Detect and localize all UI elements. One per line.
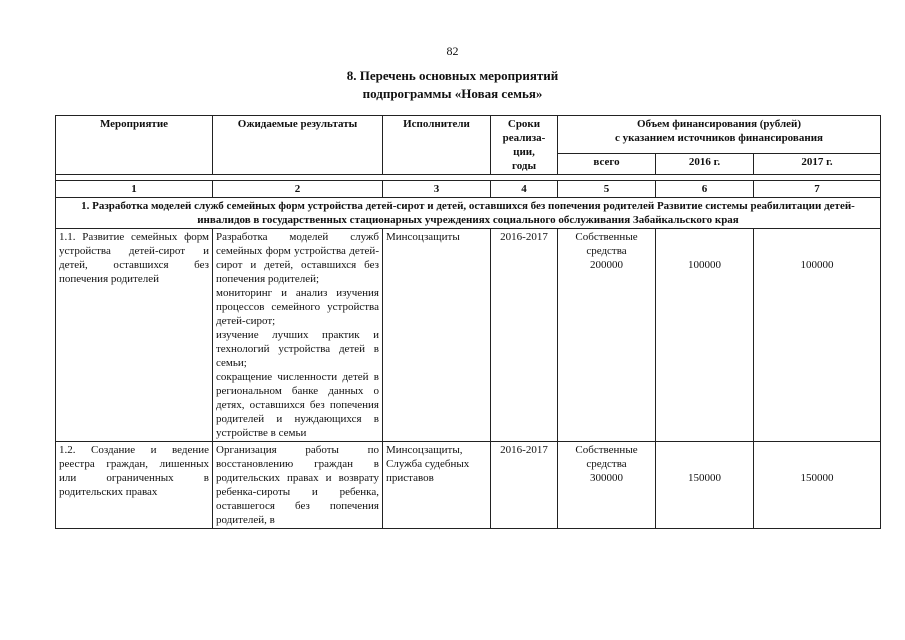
section-row [56, 198, 881, 229]
column-number: 2 [213, 181, 383, 198]
funding-2017-cell: 100000 [754, 229, 881, 442]
activities-table [55, 115, 881, 529]
header-executors: Исполнители [383, 116, 491, 175]
header-terms [491, 116, 558, 175]
header-terms-line: реализа- [502, 132, 546, 144]
activity-cell: 1.1. Развитие семейных форм устройства детей-сирот и детей, оставшихся без попечения родителей [56, 229, 213, 442]
activity-cell: 1.2. Создание и ведение реестра граждан, лишенных или ограниченных в родительских правах [56, 442, 213, 529]
header-results: Ожидаемые результаты [213, 116, 383, 175]
funding-source-line: средства [586, 458, 627, 470]
result-item: сокращение численности детей в региональном банке данных о детях, оставшихся без попечения родителей и нуждающихся в устройстве в семьи [216, 371, 379, 439]
header-terms-line: годы [511, 160, 537, 172]
result-item: Организация работы по восстановлению граждан в родительских правах и возврату ребенка-сироты и ребенка, оставшегося без попечения родителей, в [216, 444, 379, 526]
column-number: 6 [656, 181, 754, 198]
funding-total-value: 300000 [590, 472, 623, 484]
result-item: Разработка моделей служб семейных форм устройства детей-сирот и детей, оставшихся без попечения родителей; [216, 231, 379, 285]
header-activity: Мероприятие [56, 116, 213, 175]
table-row [56, 442, 881, 529]
funding-2017-cell: 150000 [754, 442, 881, 529]
column-number: 5 [558, 181, 656, 198]
header-funding-line: с указанием источников финансирования [615, 132, 823, 144]
funding-total-value: 200000 [590, 259, 623, 271]
result-item: изучение лучших практик и технологий устройства детей в семьи; [216, 329, 379, 369]
funding-total-cell [558, 442, 656, 529]
section-title: 1. Разработка моделей служб семейных форм устройства детей-сирот и детей, оставшихся без попечения родителей Развитие системы реабилитации детей-инвалидов в государственных стационарных учреждениях социального обслуживания Забайкальского края [56, 198, 881, 229]
funding-source-line: Собственные [575, 444, 638, 456]
header-terms-line: Сроки [507, 118, 541, 130]
executors-cell: Минсоцзащиты [383, 229, 491, 442]
column-number: 7 [754, 181, 881, 198]
page-title: 8. Перечень основных мероприятий [346, 68, 559, 83]
terms-cell: 2016-2017 [491, 442, 558, 529]
column-number: 4 [491, 181, 558, 198]
table-row [56, 229, 881, 442]
column-number: 3 [383, 181, 491, 198]
page-number: 82 [446, 44, 459, 58]
result-item: мониторинг и анализ изучения процессов семейного устройства детей-сирот; [216, 287, 379, 327]
header-terms-line: ции, [513, 146, 535, 158]
column-numbers-row [56, 181, 881, 198]
funding-2016-cell: 150000 [656, 442, 754, 529]
header-funding [558, 116, 881, 154]
header-2016: 2016 г. [656, 154, 754, 175]
header-row [56, 116, 881, 154]
terms-cell: 2016-2017 [491, 229, 558, 442]
header-total: всего [558, 154, 656, 175]
funding-2016-cell: 100000 [656, 229, 754, 442]
column-number: 1 [56, 181, 213, 198]
results-cell [213, 229, 383, 442]
funding-source-line: Собственные [575, 231, 638, 243]
executors-cell: Минсоцзащиты, Служба судебных приставов [383, 442, 491, 529]
header-2017: 2017 г. [754, 154, 881, 175]
header-funding-line: Объем финансирования (рублей) [636, 118, 802, 130]
results-cell [213, 442, 383, 529]
page-subtitle: подпрограммы «Новая семья» [362, 86, 543, 101]
funding-source-line: средства [586, 245, 627, 257]
funding-total-cell [558, 229, 656, 442]
